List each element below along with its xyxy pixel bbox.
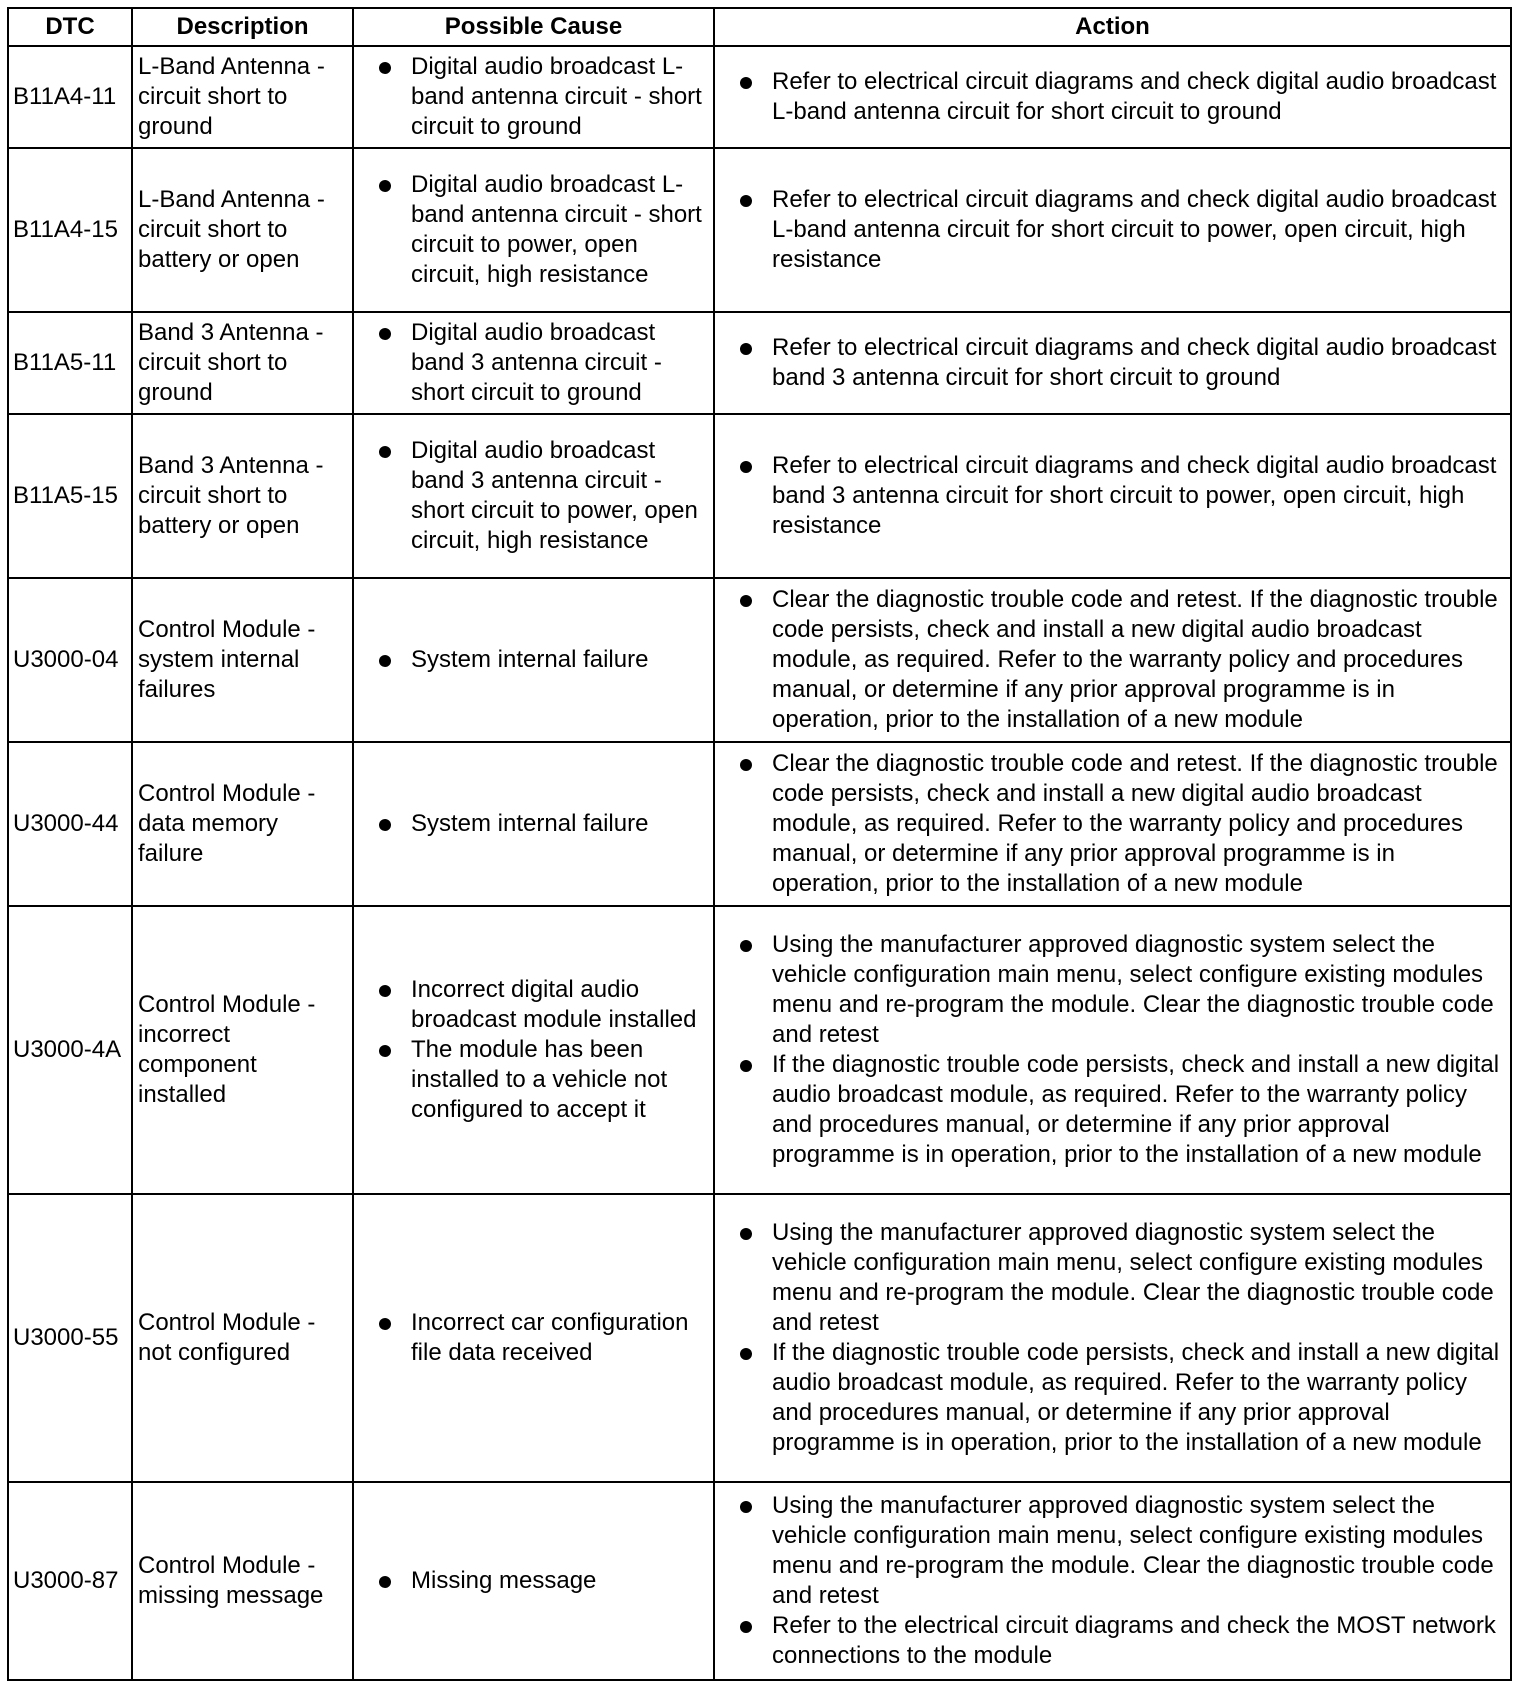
possible-cause-item: Digital audio broadcast L-band antenna circuit - short circuit to ground bbox=[376, 52, 703, 142]
dtc-table bbox=[7, 7, 1512, 1681]
action-cell bbox=[714, 1194, 1511, 1482]
action-list bbox=[737, 67, 1500, 127]
possible-cause-list bbox=[376, 52, 703, 142]
table-row bbox=[8, 906, 1511, 1194]
action-cell bbox=[714, 906, 1511, 1194]
action-cell bbox=[714, 742, 1511, 906]
action-list bbox=[737, 930, 1500, 1170]
table-row bbox=[8, 578, 1511, 742]
possible-cause-cell bbox=[353, 46, 714, 148]
header-possible-cause: Possible Cause bbox=[353, 8, 714, 46]
table-row bbox=[8, 742, 1511, 906]
action-cell bbox=[714, 578, 1511, 742]
possible-cause-list bbox=[376, 318, 703, 408]
dtc-description: L-Band Antenna - circuit short to battery or open bbox=[132, 148, 353, 312]
action-list bbox=[737, 749, 1500, 899]
table-row bbox=[8, 312, 1511, 414]
action-item: Refer to electrical circuit diagrams and check digital audio broadcast L-band antenna circuit for short circuit to ground bbox=[737, 67, 1500, 127]
dtc-code: B11A4-15 bbox=[8, 148, 132, 312]
table-row bbox=[8, 46, 1511, 148]
action-list bbox=[737, 333, 1500, 393]
possible-cause-list bbox=[376, 170, 703, 290]
possible-cause-cell bbox=[353, 742, 714, 906]
possible-cause-list bbox=[376, 645, 703, 675]
action-item: Refer to electrical circuit diagrams and check digital audio broadcast band 3 antenna circuit for short circuit to ground bbox=[737, 333, 1500, 393]
possible-cause-item: System internal failure bbox=[376, 645, 703, 675]
dtc-code: U3000-4A bbox=[8, 906, 132, 1194]
dtc-code: B11A4-11 bbox=[8, 46, 132, 148]
action-cell bbox=[714, 312, 1511, 414]
table-row bbox=[8, 414, 1511, 578]
possible-cause-item: The module has been installed to a vehicle not configured to accept it bbox=[376, 1035, 703, 1125]
dtc-code: U3000-55 bbox=[8, 1194, 132, 1482]
possible-cause-cell bbox=[353, 578, 714, 742]
possible-cause-list bbox=[376, 809, 703, 839]
dtc-code: B11A5-11 bbox=[8, 312, 132, 414]
action-item: Using the manufacturer approved diagnostic system select the vehicle configuration main menu, select configure existing modules menu and re-program the module. Clear the diagnostic trouble code and retest bbox=[737, 930, 1500, 1050]
dtc-description: Control Module - data memory failure bbox=[132, 742, 353, 906]
action-item: Using the manufacturer approved diagnostic system select the vehicle configuration main menu, select configure existing modules menu and re-program the module. Clear the diagnostic trouble code and retest bbox=[737, 1218, 1500, 1338]
action-item: Refer to electrical circuit diagrams and check digital audio broadcast L-band antenna circuit for short circuit to power, open circuit, high resistance bbox=[737, 185, 1500, 275]
dtc-code: U3000-87 bbox=[8, 1482, 132, 1680]
possible-cause-list bbox=[376, 1566, 703, 1596]
action-cell bbox=[714, 46, 1511, 148]
action-item: Using the manufacturer approved diagnostic system select the vehicle configuration main menu, select configure existing modules menu and re-program the module. Clear the diagnostic trouble code and retest bbox=[737, 1491, 1500, 1611]
header-description: Description bbox=[132, 8, 353, 46]
dtc-description: Control Module - not configured bbox=[132, 1194, 353, 1482]
dtc-description: L-Band Antenna - circuit short to ground bbox=[132, 46, 353, 148]
possible-cause-item: System internal failure bbox=[376, 809, 703, 839]
dtc-description: Band 3 Antenna - circuit short to ground bbox=[132, 312, 353, 414]
action-item: If the diagnostic trouble code persists, check and install a new digital audio broadcast module, as required. Refer to the warranty policy and procedures manual, or determine if any prior approval programme is in operation, prior to the installation of a new module bbox=[737, 1338, 1500, 1458]
header-row bbox=[8, 8, 1511, 46]
possible-cause-item: Incorrect digital audio broadcast module installed bbox=[376, 975, 703, 1035]
action-list bbox=[737, 1218, 1500, 1458]
table-row bbox=[8, 1194, 1511, 1482]
action-list bbox=[737, 185, 1500, 275]
possible-cause-item: Digital audio broadcast band 3 antenna circuit - short circuit to power, open circuit, high resistance bbox=[376, 436, 703, 556]
header-dtc: DTC bbox=[8, 8, 132, 46]
dtc-code: U3000-44 bbox=[8, 742, 132, 906]
possible-cause-cell bbox=[353, 1482, 714, 1680]
action-list bbox=[737, 585, 1500, 735]
dtc-description: Band 3 Antenna - circuit short to battery or open bbox=[132, 414, 353, 578]
dtc-description: Control Module - system internal failures bbox=[132, 578, 353, 742]
action-item: Clear the diagnostic trouble code and retest. If the diagnostic trouble code persists, check and install a new digital audio broadcast module, as required. Refer to the warranty policy and procedures manual, or determine if any prior approval programme is in operation, prior to the installation of a new module bbox=[737, 749, 1500, 899]
action-list bbox=[737, 1491, 1500, 1671]
possible-cause-list bbox=[376, 436, 703, 556]
action-cell bbox=[714, 414, 1511, 578]
table-row bbox=[8, 1482, 1511, 1680]
action-item: Refer to the electrical circuit diagrams and check the MOST network connections to the module bbox=[737, 1611, 1500, 1671]
possible-cause-cell bbox=[353, 312, 714, 414]
possible-cause-cell bbox=[353, 148, 714, 312]
action-item: If the diagnostic trouble code persists, check and install a new digital audio broadcast module, as required. Refer to the warranty policy and procedures manual, or determine if any prior approval programme is in operation, prior to the installation of a new module bbox=[737, 1050, 1500, 1170]
possible-cause-item: Incorrect car configuration file data received bbox=[376, 1308, 703, 1368]
table-row bbox=[8, 148, 1511, 312]
action-cell bbox=[714, 1482, 1511, 1680]
possible-cause-item: Missing message bbox=[376, 1566, 703, 1596]
dtc-code: B11A5-15 bbox=[8, 414, 132, 578]
possible-cause-list bbox=[376, 1308, 703, 1368]
possible-cause-cell bbox=[353, 906, 714, 1194]
possible-cause-item: Digital audio broadcast L-band antenna circuit - short circuit to power, open circuit, high resistance bbox=[376, 170, 703, 290]
action-list bbox=[737, 451, 1500, 541]
dtc-description: Control Module - missing message bbox=[132, 1482, 353, 1680]
possible-cause-cell bbox=[353, 1194, 714, 1482]
dtc-table-container bbox=[7, 7, 1512, 1681]
possible-cause-cell bbox=[353, 414, 714, 578]
possible-cause-item: Digital audio broadcast band 3 antenna circuit - short circuit to ground bbox=[376, 318, 703, 408]
action-item: Clear the diagnostic trouble code and retest. If the diagnostic trouble code persists, check and install a new digital audio broadcast module, as required. Refer to the warranty policy and procedures manual, or determine if any prior approval programme is in operation, prior to the installation of a new module bbox=[737, 585, 1500, 735]
header-action: Action bbox=[714, 8, 1511, 46]
action-item: Refer to electrical circuit diagrams and check digital audio broadcast band 3 antenna circuit for short circuit to power, open circuit, high resistance bbox=[737, 451, 1500, 541]
dtc-description: Control Module - incorrect component installed bbox=[132, 906, 353, 1194]
possible-cause-list bbox=[376, 975, 703, 1125]
dtc-code: U3000-04 bbox=[8, 578, 132, 742]
action-cell bbox=[714, 148, 1511, 312]
